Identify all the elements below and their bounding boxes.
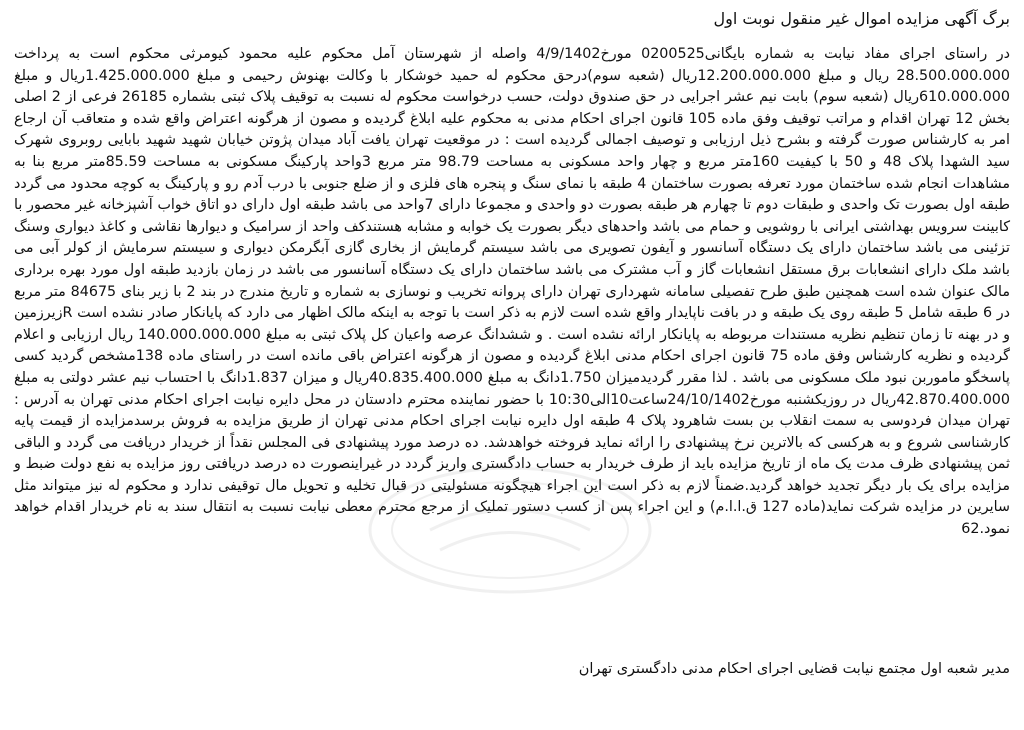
notice-body: در راستای اجرای مفاد نیابت به شماره بایگانی0200525 مورخ4/9/1402 واصله از شهرستان آمل محکوم علیه محمود کیومرثی محکوم است به پرداخت 28.500.000.000 ریال و مبلغ 12.200.000.000ریال (شعبه سوم)درحق محکوم له حمید خوشکار با وکالت بهنوش رحیمی و مبلغ 1.425.000.000ریال و مبلغ 610.000.000ریال (شعبه سوم) بابت نیم عشر اجرایی در حق صندوق دولت، حسب درخواست محکوم له نسبت به توقیف پلاک ثبتی بشماره 26185 فرعی از 2 اصلی بخش 12 تهران اقدام و مراتب توقیف وفق ماده 105 قانون اجرای احکام مدنی به محکوم علیه ابلاغ گردیده و مصون از هرگونه اعتراض واقع شده و متعاقب آن ارجاع امر به کارشناس صورت گرفته و بشرح ذیل ارزیابی و توصیف اجمالی گردیده است : در موقعیت تهران یافت آباد میدان پژوتن خیابان شهید شهید بابایی روبروی شهرک سید الشهدا پلاک 48 و 50 با کیفیت 160متر مربع و چهار واحد مسکونی به مساحت 98.79 متر مربع 3واحد پارکینگ مسکونی به مساحت 85.59متر مربع بنا به مشاهدات انجام شده ساختمان مورد تعرفه بصورت ساختمان 4 طبقه با نمای سنگ و پنجره های فلزی و از ضلع جنوبی با درب آدم رو و پارکینگ به کوچه محدود می گردد طبقه اول بصورت تک واحدی و طبقات دوم تا چهارم هر طبقه بصورت دو واحدی و مجموعا دارای 7واحد می باشد طبقه اول دارای دو اتاق خواب آشپزخانه غیر محصور با کابینت سرویس بهداشتی ایرانی با روشویی و حمام می باشد واحدهای دیگر بصورت یک خوابه و مشابه هستندکف واحد از سرامیک و دیوارها نقاشی و کاغذ دیواری وسنگ تزئینی می باشد ساختمان دارای یک دستگاه آسانسور و آیفون تصویری می باشد سیستم گرمایش از بخاری گازی آبگرمکن دیواری و سیستم سرمایش از کولر آبی می باشد ملک دارای انشعابات برق مستقل انشعابات گاز و آب مشترک می باشد ساختمان دارای یک دستگاه آسانسور می باشد در زمان بازدید طبقه اول مورد بهره برداری مالک عنوان شده است همچنین طبق طرح تفصیلی سامانه شهرداری تهران دارای پروانه تخریب و نوسازی به شماره و تاریخ مندرج در بند 2 با زیر بنای 84675 متر مربع در 6 طبقه شامل 5 طبقه روی یک طبقه و در بافت ناپایدار واقع شده است لازم به ذکر است با توجه به اینکه مالک اظهار می دارد که پایانکار صادر نشده است Rزیرزمین و در بهنه تا زمان تنظیم نظریه مستندات مربوطه به پایانکار ارائه نشده است . و ششدانگ عرصه واعیان کل پلاک ثبتی به مبلغ 140.000.000.000 ریال ارزیابی و اعلام گردیده و نظریه کارشناس وفق ماده 75 قانون اجرای احکام مدنی ابلاغ گردیده و مصون از هرگونه اعتراض باقی مانده است در راستای ماده 138مشخص گردید کسی پاسخگو ماموربن نبود ملک مسکونی می باشد . لذا مقرر گردیدمیزان 1.750دانگ به مبلغ 40.835.400.000ریال و میزان 1.837دانگ با احتساب نیم عشر دولتی به مبلغ 42.870.400.000ریال در روزیکشنبه مورخ24/10/1402ساعت10الی10:30 با حضور نماینده محترم دادستان در محل دایره نیابت اجرای احکام مدنی تهران به آدرس : تهران میدان فردوسی به سمت انقلاب بن بست شاهرود پلاک 4 طبقه اول دایره نیابت اجرای احکام مدنی تهران از طریق مزایده به فروش برسدمزایده از قیمت پایه کارشناسی شروع و به هرکسی که بالاترین نرخ پیشنهادی را ارائه نماید فروخته خواهدشد. ده درصد مورد پیشنهادی فی المجلس نقداً از خریدار دریافت می گردد و الباقی ثمن پیشنهادی ظرف مدت یک ماه از تاریخ مزایده باید از طرف خریدار به حساب دادگستری واریز گردد در غیراینصورت ده درصد دریافتی روز مزایده به نفع دولت ضبط و مزایده برای یک بار دیگر تجدید خواهد گردید.ضمناً لازم به ذکر است این اجراء هیچگونه مسئولیتی در قبال تخلیه و تحویل مال توقیفی ندارد و محکوم له نیز میتواند مثل سایرین در مزایده شرکت نماید(ماده 127 ق.ا.ا.م) و این اجراء پس از کسب دستور تملیک از مرجع محترم معطی نیابت نسبت به انتقال سند به نام خریدار اقدام خواهد نمود.62 (14, 46, 1011, 538)
notice-signature: مدیر شعبه اول مجتمع نیابت قضایی اجرای احکام مدنی دادگستری تهران (578, 661, 1010, 677)
notice-title: برگ آگهی مزایده اموال غیر منقول نوبت اول (713, 9, 1010, 28)
